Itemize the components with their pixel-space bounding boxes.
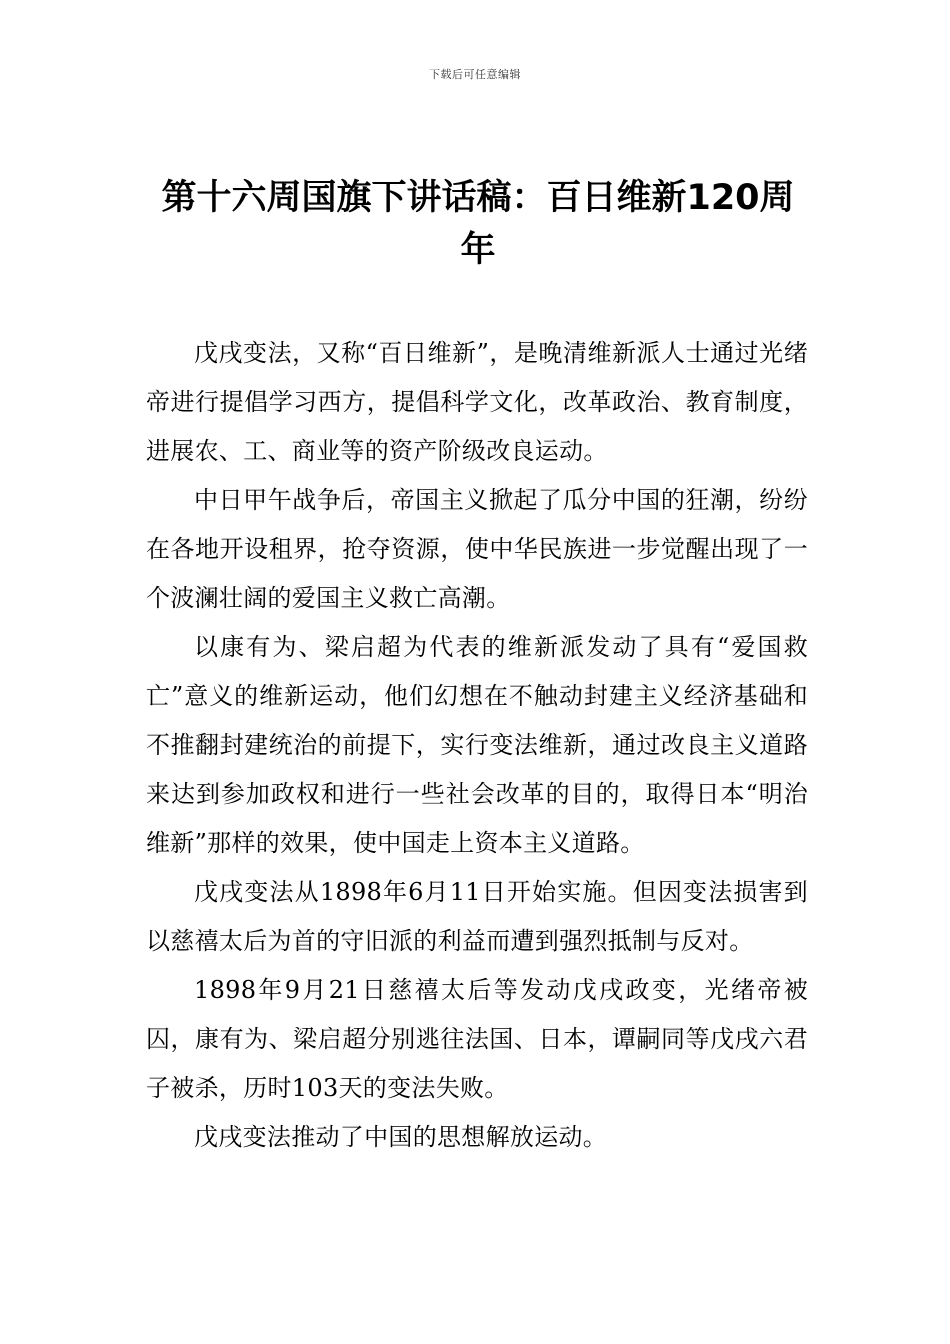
paragraph: 1898年9月21日慈禧太后等发动戊戌政变，光绪帝被囚，康有为、梁启超分别逃往法国、日本，谭嗣同等戊戌六君子被杀，历时103天的变法失败。 <box>146 976 808 1102</box>
page-title: 第十六周国旗下讲话稿：百日维新120周年 <box>161 178 795 270</box>
header-note: 下载后可任意编辑 <box>429 68 521 81</box>
paragraph: 戊戌变法，又称“百日维新”，是晚清维新派人士通过光绪帝进行提倡学习西方，提倡科学文化，改革政治、教育制度，进展农、工、商业等的资产阶级改良运动。 <box>146 339 808 465</box>
paragraph: 戊戌变法从1898年6月11日开始实施。但因变法损害到以慈禧太后为首的守旧派的利益而遭到强烈抵制与反对。 <box>146 878 808 955</box>
paragraph: 中日甲午战争后，帝国主义掀起了瓜分中国的狂潮，纷纷在各地开设租界，抢夺资源，使中华民族进一步觉醒出现了一个波澜壮阔的爱国主义救亡高潮。 <box>146 486 808 612</box>
paragraph: 戊戌变法推动了中国的思想解放运动。 <box>194 1123 608 1151</box>
paragraph: 以康有为、梁启超为代表的维新派发动了具有“爱国救亡”意义的维新运动，他们幻想在不触动封建主义经济基础和不推翻封建统治的前提下，实行变法维新，通过改良主义道路来达到参加政权和进行一些社会改革的目的，取得日本“明治维新”那样的效果，使中国走上资本主义道路。 <box>146 633 808 857</box>
document-body <box>146 329 808 1162</box>
